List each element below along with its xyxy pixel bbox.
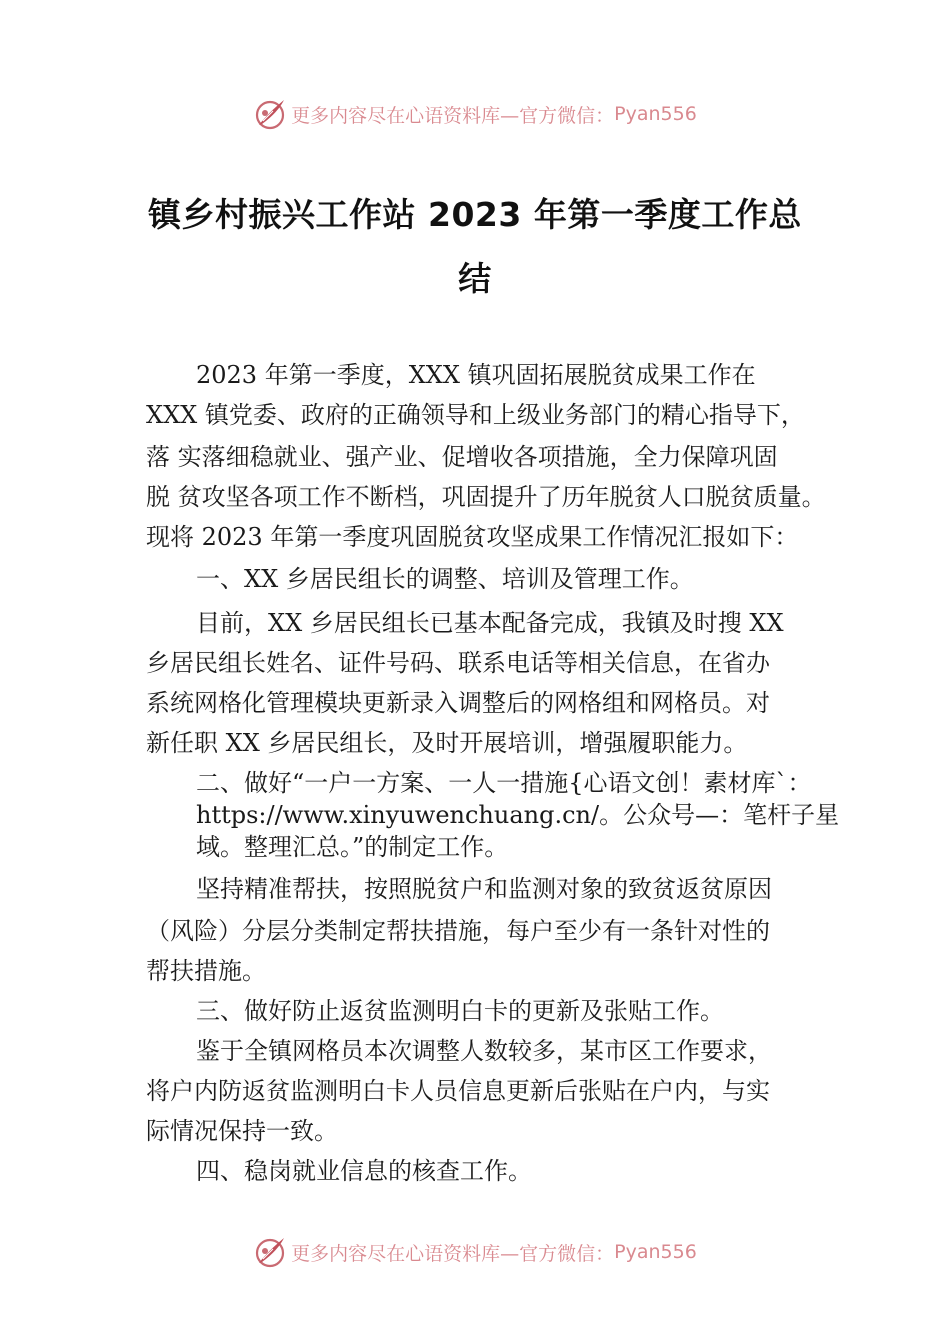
quill-seal-icon bbox=[253, 97, 287, 131]
body-line-13: 域。整理汇总。”的制定工作。 bbox=[196, 833, 509, 861]
title-line-1: 镇乡村振兴工作站 2023 年第一季度工作总 bbox=[148, 195, 802, 234]
body-line-19: 将户内防返贫监测明白卡人员信息更新后张贴在户内，与实 bbox=[146, 1077, 770, 1105]
body-line-5: 现将 2023 年第一季度巩固脱贫攻坚成果工作情况汇报如下： bbox=[146, 523, 799, 551]
body-line-20: 际情况保持一致。 bbox=[146, 1117, 338, 1145]
body-line-12: https://www.xinyuwenchuang.cn/。公众号—：笔杆子星 bbox=[196, 801, 840, 829]
header-banner-text: 更多内容尽在心语资料库—官方微信： bbox=[291, 104, 615, 127]
body-line-18: 鉴于全镇网格员本次调整人数较多，某市区工作要求， bbox=[196, 1037, 772, 1065]
body-line-16: 帮扶措施。 bbox=[146, 957, 266, 985]
footer-banner-text: 更多内容尽在心语资料库—官方微信： bbox=[291, 1242, 615, 1265]
body-line-1: 2023 年第一季度，XXX 镇巩固拓展脱贫成果工作在 bbox=[196, 361, 756, 389]
section-heading-1: 一、XX 乡居民组长的调整、培训及管理工作。 bbox=[196, 565, 694, 593]
header-banner bbox=[0, 94, 950, 134]
quill-seal-icon bbox=[253, 1235, 287, 1269]
header-banner-id: Pyan556 bbox=[614, 103, 697, 125]
body-line-10: 新任职 XX 乡居民组长，及时开展培训，增强履职能力。 bbox=[146, 729, 748, 757]
body-line-2: XXX 镇党委、政府的正确领导和上级业务部门的精心指导下， bbox=[146, 401, 805, 429]
body-line-8: 乡居民组长姓名、证件号码、联系电话等相关信息，在省办 bbox=[146, 649, 770, 677]
body-line-4: 脱 贫攻坚各项工作不断档，巩固提升了历年脱贫人口脱贫质量。 bbox=[146, 483, 826, 511]
body-line-3: 落 实落细稳就业、强产业、促增收各项措施，全力保障巩固 bbox=[146, 443, 778, 471]
section-heading-3: 三、做好防止返贫监测明白卡的更新及张贴工作。 bbox=[196, 997, 724, 1025]
body-line-15: （风险）分层分类制定帮扶措施，每户至少有一条针对性的 bbox=[146, 917, 770, 945]
footer-banner-id: Pyan556 bbox=[614, 1241, 697, 1263]
body-line-14: 坚持精准帮扶，按照脱贫户和监测对象的致贫返贫原因 bbox=[196, 875, 772, 903]
body-line-7: 目前，XX 乡居民组长已基本配备完成，我镇及时搜 XX bbox=[196, 609, 784, 637]
footer-banner bbox=[0, 1232, 950, 1272]
section-heading-4: 四、稳岗就业信息的核查工作。 bbox=[196, 1157, 532, 1185]
body-line-9: 系统网格化管理模块更新录入调整后的网格组和网格员。对 bbox=[146, 689, 770, 717]
document-title bbox=[140, 186, 810, 308]
title-line-2: 结 bbox=[458, 259, 492, 298]
section-heading-2: 二、做好“一户一方案、一人一措施{心语文创！素材库`： bbox=[196, 769, 812, 797]
